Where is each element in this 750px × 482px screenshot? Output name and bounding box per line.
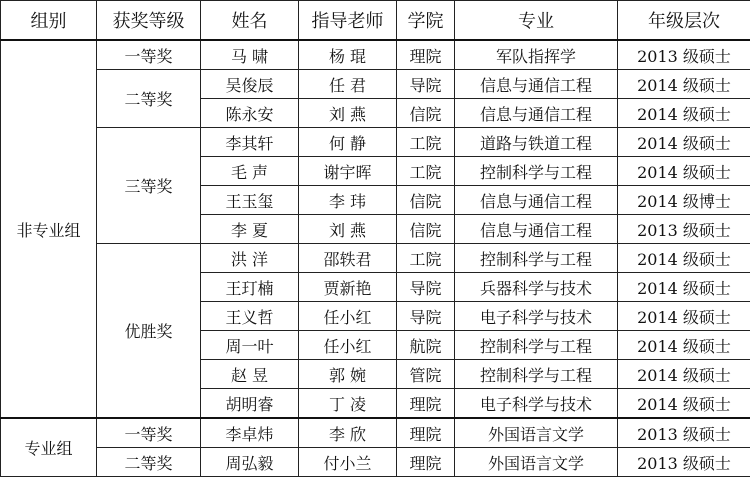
grade-cell: 2014 级硕士 [618,331,750,360]
award-level-cell: 二等奖 [97,448,201,477]
advisor-cell: 任 君 [299,70,397,99]
header-row [1,1,750,41]
header-name: 姓名 [201,1,299,41]
major-cell: 道路与铁道工程 [455,128,618,157]
major-cell: 电子科学与技术 [455,302,618,331]
major-cell: 控制科学与工程 [455,244,618,273]
college-cell: 信院 [397,215,455,244]
grade-cell: 2013 级硕士 [618,448,750,477]
name-cell: 周一叶 [201,331,299,360]
name-cell: 周弘毅 [201,448,299,477]
grade-cell: 2013 级硕士 [618,40,750,70]
major-cell: 信息与通信工程 [455,99,618,128]
grade-cell: 2014 级硕士 [618,128,750,157]
advisor-cell: 任小红 [299,302,397,331]
grade-cell: 2014 级硕士 [618,244,750,273]
name-cell: 李卓炜 [201,418,299,448]
name-cell: 马 啸 [201,40,299,70]
advisor-cell: 贾新艳 [299,273,397,302]
group-cell: 非专业组 [1,40,97,418]
college-cell: 理院 [397,40,455,70]
header-award-level: 获奖等级 [97,1,201,41]
advisor-cell: 付小兰 [299,448,397,477]
college-cell: 理院 [397,418,455,448]
award-level-cell: 优胜奖 [97,244,201,419]
major-cell: 军队指挥学 [455,40,618,70]
college-cell: 导院 [397,302,455,331]
grade-cell: 2014 级硕士 [618,360,750,389]
name-cell: 李 夏 [201,215,299,244]
major-cell: 控制科学与工程 [455,331,618,360]
college-cell: 工院 [397,128,455,157]
advisor-cell: 刘 燕 [299,215,397,244]
advisor-cell: 李 玮 [299,186,397,215]
name-cell: 毛 声 [201,157,299,186]
group-cell: 专业组 [1,418,97,477]
grade-cell: 2014 级硕士 [618,302,750,331]
grade-cell: 2014 级硕士 [618,389,750,419]
table-row [1,244,750,273]
table-row [1,128,750,157]
college-cell: 信院 [397,99,455,128]
name-cell: 王义哲 [201,302,299,331]
award-level-cell: 三等奖 [97,128,201,244]
major-cell: 控制科学与工程 [455,360,618,389]
name-cell: 吴俊辰 [201,70,299,99]
table-row [1,418,750,448]
major-cell: 外国语言文学 [455,418,618,448]
header-college: 学院 [397,1,455,41]
name-cell: 王玎楠 [201,273,299,302]
name-cell: 李其轩 [201,128,299,157]
major-cell: 信息与通信工程 [455,70,618,99]
grade-cell: 2014 级硕士 [618,99,750,128]
header-major: 专业 [455,1,618,41]
table-body [1,40,750,477]
advisor-cell: 何 静 [299,128,397,157]
advisor-cell: 丁 凌 [299,389,397,419]
advisor-cell: 谢宇晖 [299,157,397,186]
name-cell: 王玉玺 [201,186,299,215]
college-cell: 理院 [397,389,455,419]
advisor-cell: 任小红 [299,331,397,360]
name-cell: 陈永安 [201,99,299,128]
name-cell: 洪 洋 [201,244,299,273]
name-cell: 胡明睿 [201,389,299,419]
major-cell: 信息与通信工程 [455,186,618,215]
major-cell: 兵器科学与技术 [455,273,618,302]
major-cell: 电子科学与技术 [455,389,618,419]
award-level-cell: 一等奖 [97,40,201,70]
header-advisor: 指导老师 [299,1,397,41]
award-level-cell: 二等奖 [97,70,201,128]
college-cell: 工院 [397,157,455,186]
advisor-cell: 杨 琨 [299,40,397,70]
college-cell: 导院 [397,70,455,99]
college-cell: 管院 [397,360,455,389]
advisor-cell: 邵轶君 [299,244,397,273]
grade-cell: 2013 级硕士 [618,215,750,244]
header-grade: 年级层次 [618,1,750,41]
college-cell: 理院 [397,448,455,477]
grade-cell: 2013 级硕士 [618,418,750,448]
major-cell: 信息与通信工程 [455,215,618,244]
grade-cell: 2014 级博士 [618,186,750,215]
college-cell: 航院 [397,331,455,360]
name-cell: 赵 昱 [201,360,299,389]
award-level-cell: 一等奖 [97,418,201,448]
header-group: 组别 [1,1,97,41]
major-cell: 外国语言文学 [455,448,618,477]
advisor-cell: 刘 燕 [299,99,397,128]
grade-cell: 2014 级硕士 [618,70,750,99]
college-cell: 工院 [397,244,455,273]
major-cell: 控制科学与工程 [455,157,618,186]
table-row [1,70,750,99]
table-row [1,40,750,70]
table-header [1,1,750,41]
table-row [1,448,750,477]
college-cell: 信院 [397,186,455,215]
college-cell: 导院 [397,273,455,302]
grade-cell: 2014 级硕士 [618,273,750,302]
advisor-cell: 郭 婉 [299,360,397,389]
grade-cell: 2014 级硕士 [618,157,750,186]
advisor-cell: 李 欣 [299,418,397,448]
